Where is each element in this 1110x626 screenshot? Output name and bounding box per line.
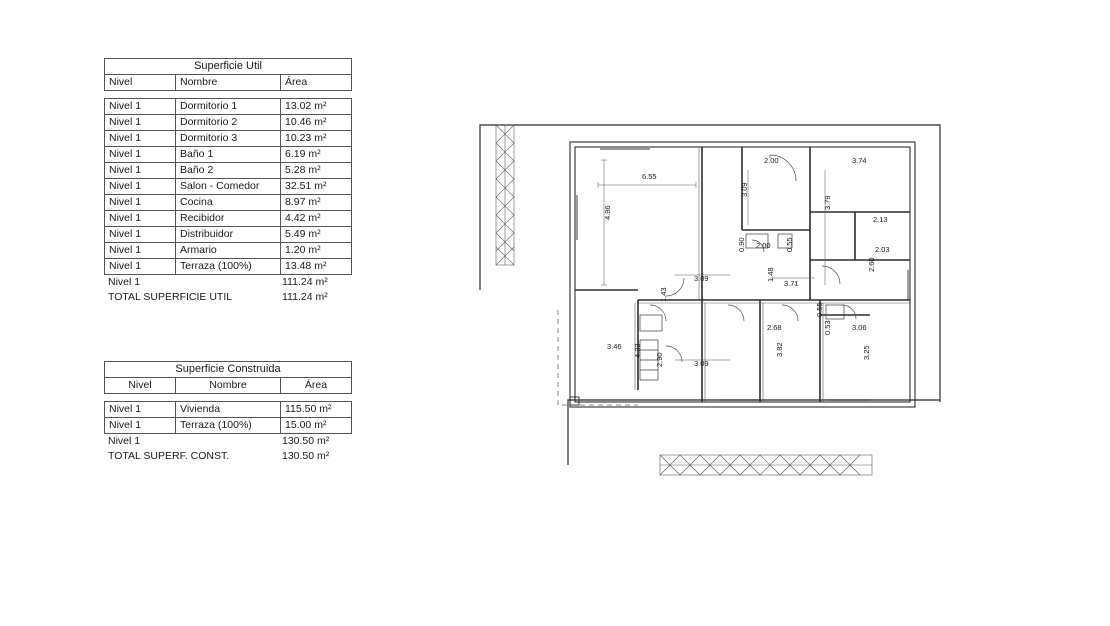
cell-nombre: Dormitorio 3	[176, 131, 281, 147]
superficie-util-total-table	[104, 275, 348, 305]
cell-nivel: Nivel 1	[105, 211, 176, 227]
table-gap	[104, 91, 352, 98]
table-header-row	[105, 75, 352, 91]
table-row	[105, 179, 352, 195]
subtotal-nivel: Nivel 1	[108, 435, 141, 447]
cell-area: 10.46 m²	[281, 115, 352, 131]
subtotal-row	[104, 275, 348, 290]
cell-nombre: Cocina	[176, 195, 281, 211]
cell-nivel: Nivel 1	[105, 131, 176, 147]
cell-nombre: Dormitorio 2	[176, 115, 281, 131]
cell-nombre: Recibidor	[176, 211, 281, 227]
column-header-area: Área	[281, 75, 352, 91]
cell-area: 13.02 m²	[281, 99, 352, 115]
cell-area: 8.97 m²	[281, 195, 352, 211]
site-boundary-lower	[568, 400, 940, 432]
cell-area: 32.51 m²	[281, 179, 352, 195]
cell-nombre: Terraza (100%)	[176, 418, 281, 434]
superficie-util-body-table	[104, 98, 352, 275]
column-header-nombre: Nombre	[176, 378, 281, 394]
fixtures	[640, 234, 844, 380]
cell-nivel: Nivel 1	[105, 179, 176, 195]
superficie-util-header-table	[104, 58, 352, 91]
subtotal-row	[104, 434, 348, 449]
dim-label: 4.33	[633, 343, 642, 358]
table-title: Superficie Construida	[105, 362, 352, 378]
total-row	[104, 290, 348, 305]
superficie-construida-total-table	[104, 434, 348, 464]
table-header-row	[105, 378, 352, 394]
dim-label: 1.48	[766, 267, 775, 282]
cell-nivel: Nivel 1	[105, 227, 176, 243]
cell-nivel: Nivel 1	[105, 99, 176, 115]
table-row	[105, 227, 352, 243]
cell-nivel: Nivel 1	[105, 195, 176, 211]
cell-nombre: Distribuidor	[176, 227, 281, 243]
table-row	[105, 259, 352, 275]
cell-nivel: Nivel 1	[105, 163, 176, 179]
subtotal-nivel: Nivel 1	[108, 276, 141, 288]
column-header-nivel: Nivel	[105, 75, 176, 91]
table-row	[105, 99, 352, 115]
cell-area: 1.20 m²	[281, 243, 352, 259]
dim-label: 4.96	[603, 205, 612, 220]
cell-nombre: Baño 1	[176, 147, 281, 163]
column-header-nombre: Nombre	[176, 75, 281, 91]
table-row	[105, 418, 352, 434]
dim-label: 3.79	[823, 195, 832, 210]
subtotal-nombre	[174, 434, 278, 449]
total-label: TOTAL SUPERFICIE UTIL	[108, 291, 233, 303]
floor-plan-drawing	[470, 100, 970, 510]
cell-nombre: Baño 2	[176, 163, 281, 179]
cell-nivel: Nivel 1	[105, 418, 176, 434]
subtotal-area: 130.50 m²	[282, 435, 330, 447]
cell-nombre: Vivienda	[176, 402, 281, 418]
cell-area: 4.42 m²	[281, 211, 352, 227]
dim-label: 2.03	[875, 245, 890, 254]
dim-label: 0.55	[815, 302, 824, 317]
cell-area: 115.50 m²	[281, 402, 352, 418]
cell-area: 15.00 m²	[281, 418, 352, 434]
table-row	[105, 195, 352, 211]
table-row	[105, 147, 352, 163]
dim-label: 3.09	[694, 359, 709, 368]
cell-area: 5.28 m²	[281, 163, 352, 179]
dim-label: 3.46	[607, 342, 622, 351]
dim-label: 2.00	[764, 156, 779, 165]
superficie-util-table	[104, 58, 352, 305]
table-gap	[104, 394, 352, 401]
dim-label: 3.25	[862, 345, 871, 360]
dimension-labels	[603, 156, 890, 368]
dimension-lines	[598, 160, 825, 360]
cell-nombre: Armario	[176, 243, 281, 259]
table-row	[105, 211, 352, 227]
cell-area: 5.49 m²	[281, 227, 352, 243]
total-label: TOTAL SUPERF. CONST.	[108, 450, 230, 462]
column-header-nivel: Nivel	[105, 378, 176, 394]
dim-label: 2.60	[867, 257, 876, 272]
hedge-vegetation-bottom	[660, 455, 872, 475]
dim-label: 0.55	[785, 237, 794, 252]
dim-label: 0.53	[823, 320, 832, 335]
cell-area: 6.19 m²	[281, 147, 352, 163]
table-row	[105, 131, 352, 147]
table-row	[105, 163, 352, 179]
dim-label: 2.90	[655, 352, 664, 367]
table-title-row	[105, 59, 352, 75]
dim-label: 0.90	[737, 237, 746, 252]
subtotal-nombre	[174, 275, 278, 290]
cell-nivel: Nivel 1	[105, 115, 176, 131]
cell-nivel: Nivel 1	[105, 243, 176, 259]
cell-nivel: Nivel 1	[105, 259, 176, 275]
dim-label: 3.71	[784, 279, 799, 288]
cell-nombre: Salon - Comedor	[176, 179, 281, 195]
table-row	[105, 243, 352, 259]
dim-label: 2.68	[767, 323, 782, 332]
superficie-construida-body-table	[104, 401, 352, 434]
column-header-area: Área	[281, 378, 352, 394]
cell-nivel: Nivel 1	[105, 402, 176, 418]
table-row	[105, 115, 352, 131]
table-title-row	[105, 362, 352, 378]
plan-svg	[470, 100, 970, 510]
dim-label: 1.43	[659, 287, 668, 302]
cell-nivel: Nivel 1	[105, 147, 176, 163]
total-area: 111.24 m²	[282, 291, 328, 303]
dim-label: 3.06	[852, 323, 867, 332]
subtotal-area: 111.24 m²	[282, 276, 328, 288]
cell-nombre: Dormitorio 1	[176, 99, 281, 115]
dim-label: 6.55	[642, 172, 657, 181]
total-area: 130.50 m²	[282, 450, 330, 462]
dim-label: 2.13	[873, 215, 888, 224]
table-title: Superficie Util	[105, 59, 352, 75]
cell-nombre: Terraza (100%)	[176, 259, 281, 275]
dim-label: 3.74	[852, 156, 867, 165]
total-row	[104, 449, 348, 464]
dim-label: 3.09	[694, 274, 709, 283]
hedge-vegetation-left	[496, 125, 514, 265]
cell-area: 13.48 m²	[281, 259, 352, 275]
table-row	[105, 402, 352, 418]
dim-label: 2.00	[756, 241, 771, 250]
dim-label: 3.09	[740, 182, 749, 197]
superficie-construida-header-table	[104, 361, 352, 394]
superficie-construida-table	[104, 361, 352, 464]
cell-area: 10.23 m²	[281, 131, 352, 147]
dim-label: 3.82	[775, 342, 784, 357]
